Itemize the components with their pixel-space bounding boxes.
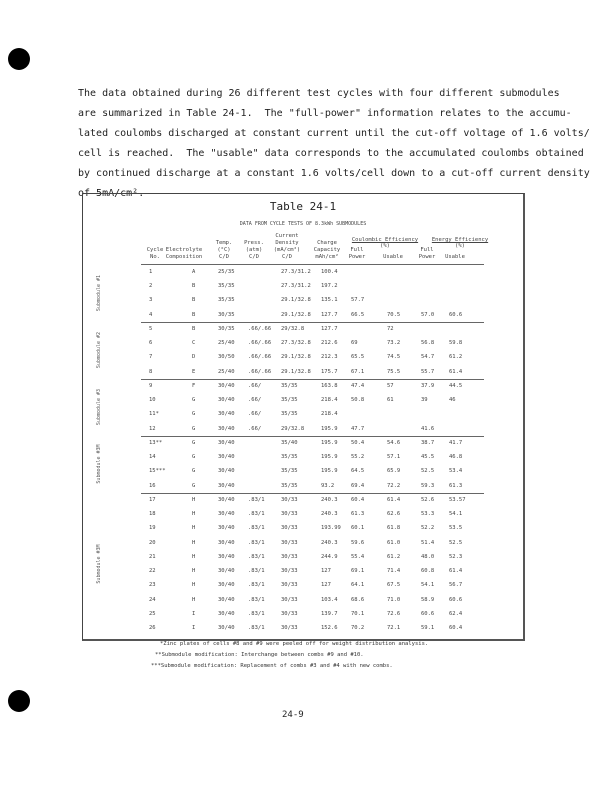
- cell-charge-capacity: 212.6: [321, 340, 338, 347]
- cell-current-density: 35/35: [281, 411, 298, 418]
- cell-coulombic-usable: 75.5: [387, 368, 401, 375]
- cell-coulombic-full-power: 50.8: [351, 397, 365, 404]
- cell-press: .66/: [248, 382, 262, 389]
- header-rule: [141, 264, 484, 265]
- cell-coulombic-full-power: 66.5: [351, 311, 365, 318]
- submodule-label: Submodule #1: [96, 275, 102, 312]
- column-header-coulombic-usable: Usable: [383, 254, 403, 260]
- cell-press: .83/1: [248, 511, 265, 518]
- column-header-coulombic-full-power: Full Power: [348, 247, 366, 260]
- cell-temp: 30/40: [218, 397, 235, 404]
- cell-temp: 30/40: [218, 596, 235, 603]
- cell-charge-capacity: 240.3: [321, 511, 338, 518]
- table-title: Table 24-1: [269, 200, 337, 213]
- cell-temp: 25/40: [218, 368, 235, 375]
- cell-coulombic-full-power: 70.2: [351, 625, 365, 631]
- cell-coulombic-full-power: 60.1: [351, 525, 365, 532]
- cell-temp: 35/35: [218, 283, 235, 290]
- cell-temp: 30/40: [218, 625, 235, 631]
- cell-coulombic-full-power: 47.4: [351, 382, 365, 389]
- cell-charge-capacity: 195.9: [321, 468, 338, 475]
- cell-electrolyte: I: [192, 625, 196, 631]
- cell-cycle: 18: [149, 511, 156, 518]
- cell-press: .83/1: [248, 525, 265, 532]
- cell-cycle: 14: [149, 454, 156, 461]
- cell-energy-full-power: 57.0: [421, 311, 435, 318]
- footnote: *Zinc plates of cells #8 and #9 were peeled off for weight distribution analysis.: [160, 641, 429, 647]
- cell-temp: 30/40: [218, 382, 235, 389]
- cell-current-density: 30/33: [281, 539, 298, 546]
- cell-energy-usable: 59.8: [449, 340, 463, 347]
- submodule-label: Submodule #3M: [96, 544, 102, 584]
- cell-coulombic-full-power: 70.1: [351, 610, 365, 617]
- cell-coulombic-full-power: 65.5: [351, 354, 365, 361]
- cell-press: .66/.66: [248, 340, 272, 347]
- cell-current-density: 30/33: [281, 582, 298, 589]
- cell-electrolyte: H: [192, 511, 196, 518]
- cell-coulombic-full-power: 67.1: [351, 368, 365, 375]
- cell-charge-capacity: 240.3: [321, 539, 338, 546]
- cell-electrolyte: H: [192, 568, 196, 575]
- cell-cycle: 5: [149, 325, 153, 332]
- cell-electrolyte: G: [192, 468, 196, 475]
- cell-press: .66/.66: [248, 325, 272, 332]
- cell-charge-capacity: 240.3: [321, 496, 338, 503]
- cell-current-density: 35/35: [281, 382, 298, 389]
- cell-charge-capacity: 139.7: [321, 610, 338, 617]
- cell-coulombic-usable: 61.4: [387, 496, 401, 503]
- energy-unit: (%): [455, 243, 465, 249]
- cell-electrolyte: H: [192, 553, 196, 560]
- cell-energy-usable: 60.6: [449, 311, 463, 318]
- cell-coulombic-full-power: 64.5: [351, 468, 365, 475]
- cell-electrolyte: G: [192, 397, 196, 404]
- cell-cycle: 25: [149, 610, 156, 617]
- cell-energy-full-power: 54.1: [421, 582, 435, 589]
- cell-charge-capacity: 163.8: [321, 382, 338, 389]
- cell-temp: 30/40: [218, 610, 235, 617]
- cell-coulombic-full-power: 61.3: [351, 511, 365, 518]
- cell-current-density: 29/32.8: [281, 425, 305, 432]
- cell-cycle: 11*: [149, 411, 159, 418]
- cell-coulombic-usable: 54.6: [387, 439, 401, 446]
- cell-current-density: 27.3/31.2: [281, 283, 311, 290]
- column-header-press: Press. (atm) C/D: [244, 240, 264, 260]
- cell-press: .66/.66: [248, 354, 272, 361]
- cell-temp: 30/40: [218, 425, 235, 432]
- cell-temp: 30/40: [218, 511, 235, 518]
- cell-energy-full-power: 52.5: [421, 468, 435, 475]
- cell-coulombic-full-power: 68.6: [351, 596, 365, 603]
- cell-coulombic-full-power: 64.1: [351, 582, 365, 589]
- submodule-label: Submodule #3M: [96, 444, 102, 484]
- cell-cycle: 13**: [149, 439, 163, 446]
- cell-energy-full-power: 48.0: [421, 553, 435, 560]
- energy-efficiency-header: Energy Efficiency: [431, 237, 489, 243]
- cell-energy-usable: 53.57: [449, 496, 466, 503]
- cell-temp: 30/35: [218, 311, 235, 318]
- cell-energy-usable: 53.5: [449, 525, 463, 532]
- cell-cycle: 16: [149, 482, 156, 489]
- cell-current-density: 29.1/32.8: [281, 297, 311, 304]
- cell-cycle: 1: [149, 269, 153, 275]
- cell-cycle: 15***: [149, 468, 166, 475]
- cell-temp: 30/40: [218, 539, 235, 546]
- cell-energy-usable: 61.4: [449, 368, 463, 375]
- cell-coulombic-usable: 57: [387, 382, 394, 389]
- cell-energy-usable: 62.4: [449, 610, 463, 617]
- cell-current-density: 30/33: [281, 511, 298, 518]
- cell-temp: 30/40: [218, 439, 235, 446]
- cell-coulombic-full-power: 60.4: [351, 496, 365, 503]
- cell-cycle: 20: [149, 539, 156, 546]
- cell-cycle: 6: [149, 340, 153, 347]
- cell-current-density: 35/35: [281, 468, 298, 475]
- cell-cycle: 10: [149, 397, 156, 404]
- cell-electrolyte: I: [192, 610, 196, 617]
- cell-charge-capacity: 197.2: [321, 283, 338, 290]
- cell-press: .83/1: [248, 625, 265, 631]
- cell-coulombic-full-power: 50.4: [351, 439, 365, 446]
- cell-cycle: 7: [149, 354, 153, 361]
- cell-charge-capacity: 100.4: [321, 269, 338, 275]
- cell-energy-usable: 53.4: [449, 468, 463, 475]
- cell-cycle: 3: [149, 297, 153, 304]
- cell-coulombic-full-power: 69.4: [351, 482, 365, 489]
- cell-current-density: 30/33: [281, 610, 298, 617]
- cell-energy-usable: 54.1: [449, 511, 463, 518]
- cell-coulombic-usable: 62.6: [387, 511, 401, 518]
- cell-energy-full-power: 45.5: [421, 454, 435, 461]
- cell-cycle: 17: [149, 496, 156, 503]
- cell-current-density: 30/33: [281, 568, 298, 575]
- cell-coulombic-usable: 61.0: [387, 539, 401, 546]
- cell-coulombic-full-power: 59.6: [351, 539, 365, 546]
- coulombic-unit: (%): [380, 243, 390, 249]
- cell-energy-full-power: 54.7: [421, 354, 435, 361]
- cell-temp: 25/40: [218, 340, 235, 347]
- cell-cycle: 9: [149, 382, 153, 389]
- cell-coulombic-full-power: 55.2: [351, 454, 365, 461]
- cell-electrolyte: G: [192, 439, 196, 446]
- binder-hole: [8, 690, 30, 712]
- cell-current-density: 30/33: [281, 553, 298, 560]
- cell-temp: 30/40: [218, 454, 235, 461]
- column-header-cycle: Cycle No.: [146, 247, 164, 260]
- cell-current-density: 30/33: [281, 496, 298, 503]
- cell-charge-capacity: 127.7: [321, 311, 338, 318]
- cell-energy-usable: 46.8: [449, 454, 463, 461]
- cell-coulombic-usable: 67.5: [387, 582, 401, 589]
- cell-current-density: 27.3/31.2: [281, 269, 311, 275]
- cell-energy-full-power: 52.6: [421, 496, 435, 503]
- cell-electrolyte: E: [192, 368, 196, 375]
- cell-press: .83/1: [248, 582, 265, 589]
- cell-energy-usable: 60.4: [449, 625, 463, 631]
- cell-energy-usable: 60.6: [449, 596, 463, 603]
- cell-press: .83/1: [248, 568, 265, 575]
- cell-energy-full-power: 58.9: [421, 596, 435, 603]
- cell-current-density: 30/33: [281, 596, 298, 603]
- cell-energy-usable: 52.3: [449, 553, 463, 560]
- cell-electrolyte: B: [192, 325, 196, 332]
- cell-coulombic-usable: 70.5: [387, 311, 401, 318]
- cell-electrolyte: A: [192, 269, 196, 275]
- cell-coulombic-usable: 61: [387, 397, 394, 404]
- cell-energy-usable: 46: [449, 397, 456, 404]
- submodule-label: Submodule #2: [96, 332, 102, 369]
- cell-cycle: 21: [149, 553, 156, 560]
- cell-current-density: 29.1/32.8: [281, 368, 311, 375]
- cell-coulombic-usable: 72.1: [387, 625, 401, 631]
- cell-current-density: 35/35: [281, 482, 298, 489]
- group-divider: [141, 493, 484, 494]
- cell-current-density: 35/40: [281, 439, 298, 446]
- cell-charge-capacity: 127: [321, 568, 331, 575]
- cell-energy-usable: 44.5: [449, 382, 463, 389]
- body-paragraph: The data obtained during 26 different test cycles with four different submodules are summarized in Table 24-1. The "full-power" information relates to the accumu- lated coulombs discharged at constant current until the cut-off voltage of 1.6 volts/ cell is reached. The "usable" data corresponds to the accumulated coulombs obtained by continued discharge at a constant 1.6 volts/cell down to a cut-off current density of 5mA/cm².: [78, 88, 590, 199]
- cell-temp: 30/40: [218, 553, 235, 560]
- cell-current-density: 30/33: [281, 625, 298, 631]
- cell-press: .66/: [248, 411, 262, 418]
- cell-electrolyte: B: [192, 283, 196, 290]
- cell-energy-usable: 52.5: [449, 539, 463, 546]
- cell-cycle: 2: [149, 283, 153, 290]
- cell-electrolyte: H: [192, 596, 196, 603]
- cell-temp: 30/50: [218, 354, 235, 361]
- cell-press: .66/.66: [248, 368, 272, 375]
- cell-charge-capacity: 193.99: [321, 525, 341, 532]
- cell-energy-usable: 61.4: [449, 568, 463, 575]
- cell-energy-full-power: 51.4: [421, 539, 435, 546]
- cell-energy-full-power: 59.3: [421, 482, 435, 489]
- cell-energy-full-power: 38.7: [421, 439, 435, 446]
- column-header-temp: Temp. (°C) C/D: [215, 240, 233, 260]
- cell-coulombic-usable: 61.2: [387, 553, 401, 560]
- cell-energy-full-power: 60.6: [421, 610, 435, 617]
- cell-charge-capacity: 218.4: [321, 397, 338, 404]
- cell-current-density: 29.1/32.8: [281, 354, 311, 361]
- cell-coulombic-usable: 72: [387, 325, 394, 332]
- cell-press: .66/: [248, 425, 262, 432]
- cell-charge-capacity: 212.3: [321, 354, 338, 361]
- submodule-label: Submodule #3: [96, 389, 102, 426]
- cell-electrolyte: G: [192, 482, 196, 489]
- cell-charge-capacity: 195.9: [321, 425, 338, 432]
- cell-coulombic-full-power: 55.4: [351, 553, 365, 560]
- column-header-current-density: Current Density (mA/cm²) C/D: [273, 233, 301, 260]
- cell-current-density: 29/32.8: [281, 325, 305, 332]
- cell-temp: 30/40: [218, 568, 235, 575]
- cell-temp: 30/40: [218, 525, 235, 532]
- cell-electrolyte: D: [192, 354, 196, 361]
- cell-temp: 30/40: [218, 468, 235, 475]
- cell-press: .83/1: [248, 553, 265, 560]
- cell-charge-capacity: 127: [321, 582, 331, 589]
- cell-electrolyte: G: [192, 454, 196, 461]
- cell-temp: 25/35: [218, 269, 235, 275]
- cell-press: .83/1: [248, 596, 265, 603]
- cell-press: .83/1: [248, 610, 265, 617]
- group-divider: [141, 322, 484, 323]
- cell-temp: 30/40: [218, 582, 235, 589]
- cell-electrolyte: H: [192, 496, 196, 503]
- cell-energy-full-power: 41.6: [421, 425, 435, 432]
- page-number: 24-9: [282, 710, 304, 720]
- cell-cycle: 8: [149, 368, 153, 375]
- cell-electrolyte: H: [192, 525, 196, 532]
- cell-current-density: 30/33: [281, 525, 298, 532]
- cell-electrolyte: G: [192, 411, 196, 418]
- cell-coulombic-full-power: 69: [351, 340, 358, 347]
- cell-energy-full-power: 37.9: [421, 382, 435, 389]
- cell-cycle: 19: [149, 525, 156, 532]
- cell-temp: 30/40: [218, 482, 235, 489]
- footnote: ***Submodule modification: Replacement of combs #3 and #4 with new combs.: [151, 663, 393, 669]
- cell-electrolyte: H: [192, 582, 196, 589]
- cell-coulombic-usable: 73.2: [387, 340, 401, 347]
- cell-electrolyte: F: [192, 382, 196, 389]
- cell-coulombic-usable: 65.9: [387, 468, 401, 475]
- cell-charge-capacity: 135.1: [321, 297, 338, 304]
- group-divider: [141, 436, 484, 437]
- cell-cycle: 12: [149, 425, 156, 432]
- cell-temp: 30/35: [218, 325, 235, 332]
- cell-current-density: 35/35: [281, 397, 298, 404]
- cell-charge-capacity: 195.9: [321, 439, 338, 446]
- cell-cycle: 24: [149, 596, 156, 603]
- coulombic-efficiency-header: Coulombic Efficiency: [351, 237, 419, 243]
- cell-electrolyte: G: [192, 425, 196, 432]
- column-header-charge-capacity: Charge Capacity mAh/cm²: [313, 240, 341, 260]
- cell-coulombic-full-power: 57.7: [351, 297, 365, 304]
- group-divider: [141, 379, 484, 380]
- cell-cycle: 4: [149, 311, 153, 318]
- cell-press: .66/: [248, 397, 262, 404]
- cell-coulombic-full-power: 47.7: [351, 425, 365, 432]
- cell-electrolyte: B: [192, 311, 196, 318]
- cell-energy-full-power: 60.8: [421, 568, 435, 575]
- cell-coulombic-full-power: 69.1: [351, 568, 365, 575]
- column-header-electrolyte: Electrolyte Composition: [165, 247, 203, 260]
- cell-coulombic-usable: 71.4: [387, 568, 401, 575]
- cell-energy-usable: 61.2: [449, 354, 463, 361]
- cell-coulombic-usable: 71.0: [387, 596, 401, 603]
- cell-energy-usable: 41.7: [449, 439, 463, 446]
- cell-charge-capacity: 195.9: [321, 454, 338, 461]
- cell-electrolyte: H: [192, 539, 196, 546]
- cell-energy-usable: 56.7: [449, 582, 463, 589]
- cell-charge-capacity: 244.9: [321, 553, 338, 560]
- cell-coulombic-usable: 57.1: [387, 454, 401, 461]
- cell-energy-usable: 61.3: [449, 482, 463, 489]
- cell-electrolyte: B: [192, 297, 196, 304]
- cell-energy-full-power: 56.8: [421, 340, 435, 347]
- cell-cycle: 26: [149, 625, 156, 631]
- cell-charge-capacity: 93.2: [321, 482, 335, 489]
- table-24-1: [82, 193, 525, 641]
- table-subtitle: DATA FROM CYCLE TESTS OF 8.3kWh SUBMODULES: [239, 221, 367, 227]
- binder-hole: [8, 48, 30, 70]
- cell-temp: 35/35: [218, 297, 235, 304]
- footnote: **Submodule modification: Interchange between combs #9 and #10.: [155, 652, 364, 658]
- cell-current-density: 29.1/32.8: [281, 311, 311, 318]
- cell-coulombic-usable: 61.8: [387, 525, 401, 532]
- cell-cycle: 22: [149, 568, 156, 575]
- cell-energy-full-power: 55.7: [421, 368, 435, 375]
- cell-current-density: 35/35: [281, 454, 298, 461]
- cell-coulombic-usable: 72.6: [387, 610, 401, 617]
- cell-cycle: 23: [149, 582, 156, 589]
- cell-press: .83/1: [248, 496, 265, 503]
- cell-coulombic-usable: 74.5: [387, 354, 401, 361]
- cell-temp: 30/40: [218, 496, 235, 503]
- cell-energy-full-power: 52.2: [421, 525, 435, 532]
- cell-energy-full-power: 39: [421, 397, 428, 404]
- cell-charge-capacity: 152.6: [321, 625, 338, 631]
- cell-energy-full-power: 53.3: [421, 511, 435, 518]
- cell-coulombic-usable: 72.2: [387, 482, 401, 489]
- cell-charge-capacity: 218.4: [321, 411, 338, 418]
- cell-charge-capacity: 127.7: [321, 325, 338, 332]
- cell-temp: 30/40: [218, 411, 235, 418]
- cell-charge-capacity: 103.4: [321, 596, 338, 603]
- cell-energy-full-power: 59.1: [421, 625, 435, 631]
- cell-electrolyte: C: [192, 340, 196, 347]
- cell-charge-capacity: 175.7: [321, 368, 338, 375]
- column-header-energy-usable: Usable: [445, 254, 465, 260]
- cell-current-density: 27.3/32.8: [281, 340, 311, 347]
- cell-press: .83/1: [248, 539, 265, 546]
- column-header-energy-full-power: Full Power: [418, 247, 436, 260]
